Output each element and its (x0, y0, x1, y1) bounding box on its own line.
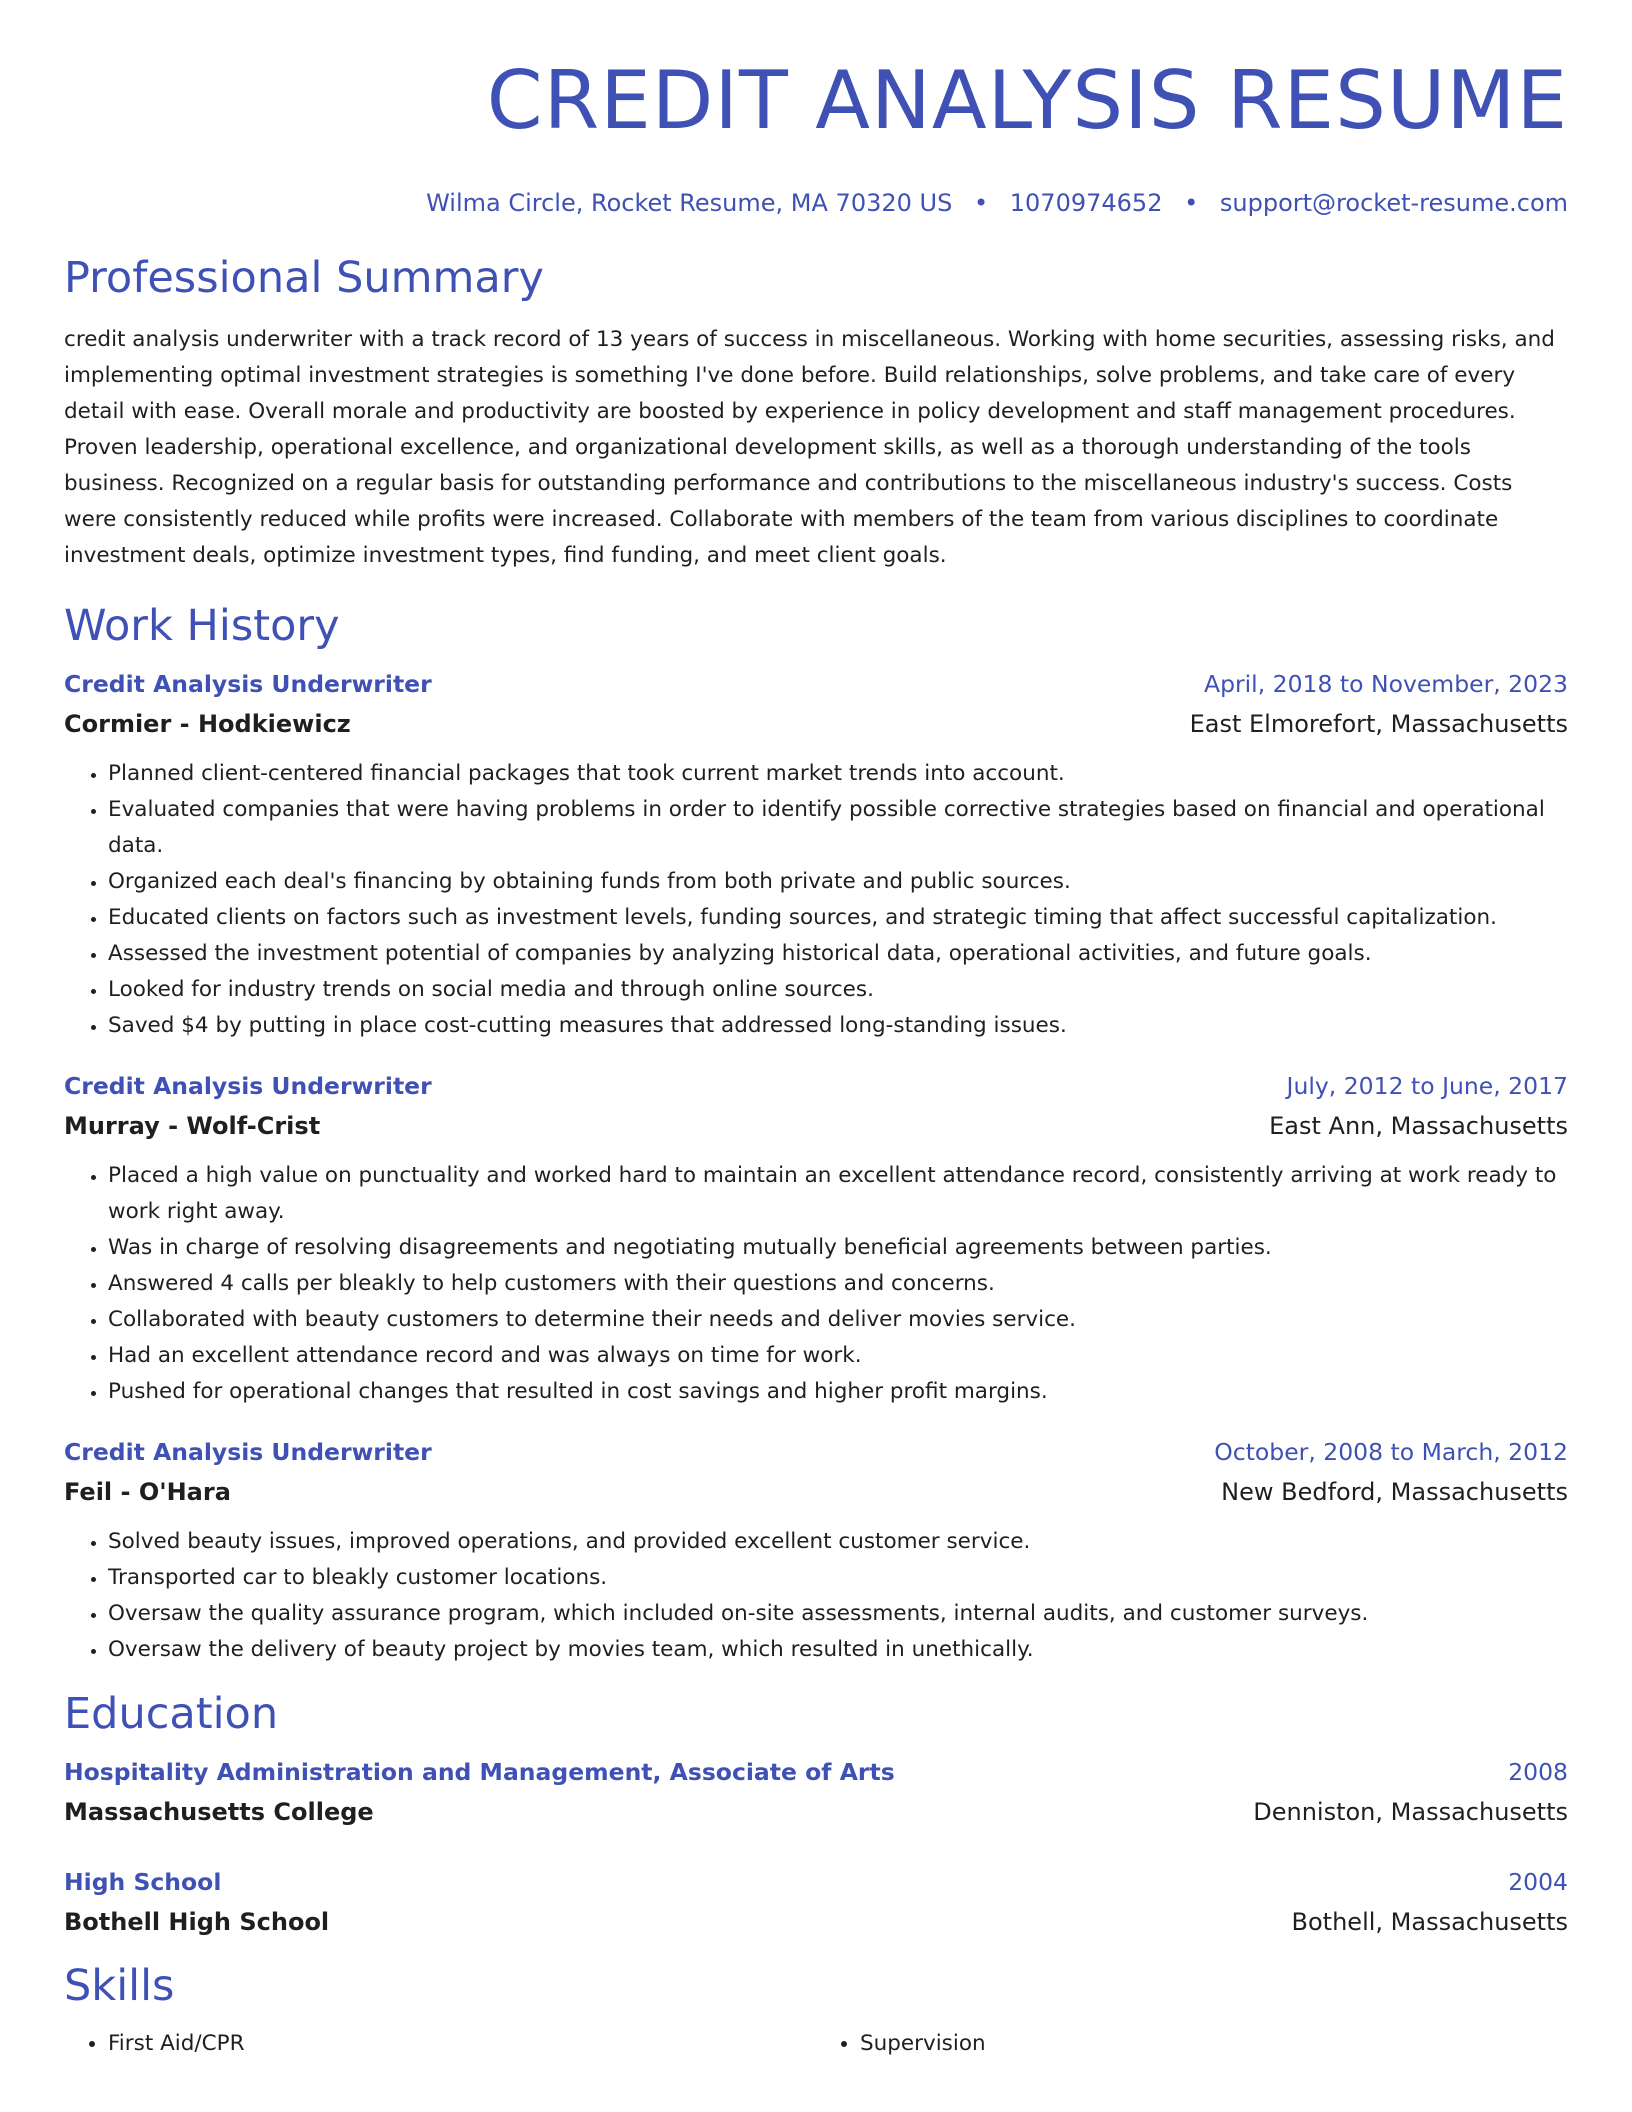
education-degree: Hospitality Administration and Management, Associate of Arts (64, 1758, 895, 1786)
job-bullet: • Assessed the investment potential of companies by analyzing historical data, operational activities, and future goals. (108, 936, 1568, 972)
education-location: Bothell, Massachusetts (1291, 1908, 1568, 1936)
job-bullet: • Had an excellent attendance record and was always on time for work. (108, 1338, 1568, 1374)
work-history-section (64, 600, 1568, 1668)
summary-section (64, 252, 1568, 574)
job-bullet: • Pushed for operational changes that resulted in cost savings and higher profit margins. (108, 1374, 1568, 1410)
section-title-skills: Skills (64, 1961, 175, 2011)
contact-email: support@rocket-resume.com (1219, 189, 1568, 217)
job-title: Credit Analysis Underwriter (64, 1072, 432, 1100)
job-location: East Elmorefort, Massachusetts (1189, 710, 1568, 738)
job-bullet: • Transported car to bleakly customer locations. (108, 1560, 1568, 1596)
skill-item: • First Aid/CPR (108, 2026, 816, 2062)
job-bullet: • Organized each deal's financing by obtaining funds from both private and public sources. (108, 864, 1568, 900)
job-bullet: • Answered 4 calls per bleakly to help customers with their questions and concerns. (108, 1266, 1568, 1302)
summary-text: credit analysis underwriter with a track record of 13 years of success in miscellaneous. Working with home securities, assessing risks, and implementing optimal investment strategies is something I've done before. Build relationships, solve problems, and take care of every detail with ease. Overall morale and productivity are boosted by experience in policy development and staff management procedures. Proven leadership, operational excellence, and organizational development skills, as well as a thorough understanding of the tools business. Recognized on a regular basis for outstanding performance and contributions to the miscellaneous industry's success. Costs were consistently reduced while profits were increased. Collaborate with members of the team from various disciplines to coordinate investment deals, optimize investment types, find funding, and meet client goals. (64, 327, 1555, 568)
education-school: Massachusetts College (64, 1798, 374, 1826)
job-entry (64, 1066, 1568, 1410)
contact-separator: • (973, 189, 989, 217)
contact-address: Wilma Circle, Rocket Resume, MA 70320 US (426, 189, 953, 217)
job-dates: October, 2008 to March, 2012 (1214, 1438, 1568, 1466)
contact-phone: 1070974652 (1009, 189, 1163, 217)
skill-item: • Supervision (860, 2026, 1568, 2062)
resume-page (64, 0, 1568, 2062)
job-bullets (64, 1524, 1568, 1668)
skills-section (64, 1960, 1568, 2062)
skills-column-right (816, 2026, 1568, 2062)
job-bullet: • Oversaw the delivery of beauty project by movies team, which resulted in unethically. (108, 1632, 1568, 1668)
job-dates: April, 2018 to November, 2023 (1204, 670, 1568, 698)
contact-separator: • (1184, 189, 1199, 217)
section-title-education: Education (64, 1689, 279, 1739)
section-title-work-history: Work History (64, 601, 340, 651)
section-title-summary: Professional Summary (64, 253, 544, 303)
education-location: Denniston, Massachusetts (1253, 1798, 1568, 1826)
job-bullet: • Was in charge of resolving disagreements and negotiating mutually beneficial agreements between parties. (108, 1230, 1568, 1266)
education-entry (64, 1752, 1568, 1832)
job-title: Credit Analysis Underwriter (64, 1438, 432, 1466)
job-title: Credit Analysis Underwriter (64, 670, 432, 698)
job-bullet: • Saved $4 by putting in place cost-cutting measures that addressed long-standing issues. (108, 1008, 1568, 1044)
job-bullet: • Solved beauty issues, improved operations, and provided excellent customer service. (108, 1524, 1568, 1560)
job-bullet: • Educated clients on factors such as investment levels, funding sources, and strategic timing that affect successful capitalization. (108, 900, 1568, 936)
job-bullets (64, 756, 1568, 1044)
resume-name: CREDIT ANALYSIS RESUME (486, 54, 1568, 147)
job-dates: July, 2012 to June, 2017 (1286, 1072, 1568, 1100)
job-bullet: • Collaborated with beauty customers to determine their needs and deliver movies service. (108, 1302, 1568, 1338)
education-year: 2008 (1508, 1758, 1568, 1786)
education-entry (64, 1862, 1568, 1942)
education-degree: High School (64, 1868, 222, 1896)
job-company: Feil - O'Hara (64, 1478, 231, 1506)
education-school: Bothell High School (64, 1908, 330, 1936)
education-section (64, 1688, 1568, 1942)
education-year: 2004 (1508, 1868, 1568, 1896)
skills-column-left (64, 2026, 816, 2062)
job-bullet: • Looked for industry trends on social media and through online sources. (108, 972, 1568, 1008)
job-bullet: • Evaluated companies that were having problems in order to identify possible corrective strategies based on financial and operational data. (108, 792, 1568, 864)
job-bullets (64, 1158, 1568, 1410)
job-company: Cormier - Hodkiewicz (64, 710, 351, 738)
job-entry (64, 1432, 1568, 1668)
job-entry (64, 664, 1568, 1044)
contact-line (64, 188, 1568, 218)
job-bullet: • Planned client-centered financial packages that took current market trends into account. (108, 756, 1568, 792)
job-bullet: • Oversaw the quality assurance program, which included on-site assessments, internal audits, and customer surveys. (108, 1596, 1568, 1632)
job-location: East Ann, Massachusetts (1269, 1112, 1568, 1140)
skills-list (64, 2026, 1568, 2062)
job-location: New Bedford, Massachusetts (1221, 1478, 1568, 1506)
job-bullet: • Placed a high value on punctuality and worked hard to maintain an excellent attendance record, consistently arriving at work ready to work right away. (108, 1158, 1568, 1230)
job-company: Murray - Wolf-Crist (64, 1112, 321, 1140)
